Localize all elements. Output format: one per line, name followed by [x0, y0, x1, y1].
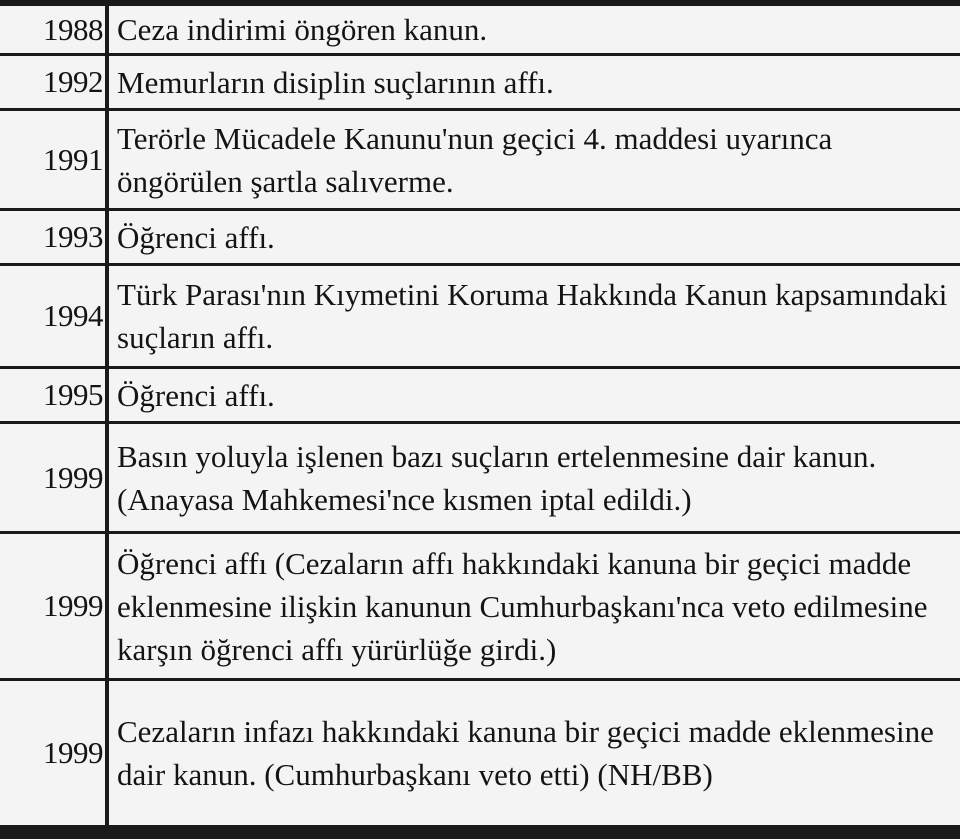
table-row [0, 6, 960, 55]
table-row [0, 423, 960, 533]
amnesty-table [0, 6, 960, 828]
description-cell: Türk Parası'nın Kıymetini Koruma Hakkında Kanun kapsamındaki suçların affı. [107, 265, 960, 368]
description-cell: Memurların disiplin suçlarının affı. [107, 55, 960, 110]
description-cell: Cezaların infazı hakkındaki kanuna bir geçici madde eklenmesine dair kanun. (Cumhurbaşkanı veto etti) (NH/BB) [107, 680, 960, 827]
table-row [0, 533, 960, 680]
year-cell: 1992 [0, 55, 107, 110]
description-cell: Öğrenci affı (Cezaların affı hakkındaki kanuna bir geçici madde eklenmesine ilişkin kanunun Cumhurbaşkanı'nca veto edilmesine karşın öğrenci affı yürürlüğe girdi.) [107, 533, 960, 680]
year-cell: 1988 [0, 6, 107, 55]
table-row [0, 368, 960, 423]
description-cell: Basın yoluyla işlenen bazı suçların ertelenmesine dair kanun. (Anayasa Mahkemesi'nce kısmen iptal edildi.) [107, 423, 960, 533]
year-cell: 1999 [0, 423, 107, 533]
year-cell: 1991 [0, 110, 107, 210]
year-cell: 1994 [0, 265, 107, 368]
year-cell: 1999 [0, 533, 107, 680]
year-cell: 1995 [0, 368, 107, 423]
description-cell: Öğrenci affı. [107, 368, 960, 423]
table-row [0, 680, 960, 827]
description-cell: Terörle Mücadele Kanunu'nun geçici 4. maddesi uyarınca öngörülen şartla salıverme. [107, 110, 960, 210]
table-row [0, 55, 960, 110]
table-row [0, 110, 960, 210]
description-cell: Öğrenci affı. [107, 210, 960, 265]
table-row [0, 265, 960, 368]
description-cell: Ceza indirimi öngören kanun. [107, 6, 960, 55]
table-row [0, 210, 960, 265]
year-cell: 1999 [0, 680, 107, 827]
year-cell: 1993 [0, 210, 107, 265]
